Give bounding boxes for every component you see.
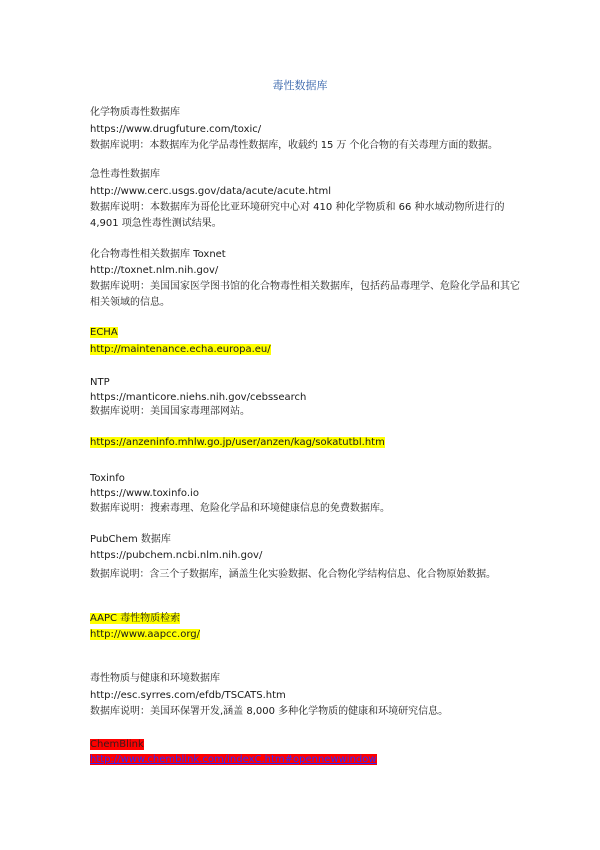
- entry-name: NTP: [90, 377, 110, 388]
- page-title: 毒性数据库: [272, 79, 328, 92]
- entry-url[interactable]: http://www.cerc.usgs.gov/data/acute/acute.html: [90, 186, 331, 197]
- entry-name: 化学物质毒性数据库: [90, 107, 180, 118]
- highlight-yellow[interactable]: https://anzeninfo.mhlw.go.jp/user/anzen/kag/sokatutbl.htm: [90, 437, 385, 448]
- entry-url[interactable]: http://toxnet.nlm.nih.gov/: [90, 265, 219, 276]
- entry-url-highlighted[interactable]: [90, 753, 377, 767]
- entry-url-highlighted[interactable]: [90, 343, 271, 357]
- entry-description: 数据库说明：美国国家毒理部网站。: [90, 406, 250, 417]
- entry-name-highlighted: [90, 738, 144, 752]
- highlight-yellow[interactable]: http://maintenance.echa.europa.eu/: [90, 344, 271, 355]
- entry-name-highlighted: [90, 612, 180, 626]
- entry-url[interactable]: https://manticore.niehs.nih.gov/cebssearch: [90, 392, 307, 403]
- entry-name: 毒性物质与健康和环境数据库: [90, 673, 220, 684]
- entry-url-highlighted[interactable]: [90, 436, 385, 450]
- highlight-yellow[interactable]: http://www.aapcc.org/: [90, 629, 200, 640]
- entry-url[interactable]: https://www.drugfuture.com/toxic/: [90, 124, 262, 135]
- entry-description: 数据库说明：本数据库为哥伦比亚环境研究中心对 410 种化学物质和 66 种水域动物所进行的 4,901 项急性毒性测试结果。: [90, 202, 505, 229]
- highlight-red-link[interactable]: http://www.chemblink.com/indexC.htm#opennewwindow: [90, 754, 377, 765]
- entry-url[interactable]: https://www.toxinfo.io: [90, 488, 199, 499]
- highlight-yellow: AAPC 毒性物质检索: [90, 613, 181, 624]
- highlight-red: ChemBlink: [90, 739, 144, 750]
- entry-name: Toxinfo: [90, 473, 125, 484]
- entry-name-highlighted: [90, 326, 118, 340]
- entry-url-highlighted[interactable]: [90, 628, 200, 642]
- entry-description: 数据库说明：美国国家医学图书馆的化合物毒性相关数据库，包括药品毒理学、危险化学品和其它相关领域的信息。: [90, 281, 520, 308]
- entry-description: 数据库说明：美国环保署开发,涵盖 8,000 多种化学物质的健康和环境研究信息。: [90, 706, 449, 717]
- entry-description: 数据库说明：本数据库为化学品毒性数据库，收载约 15 万 个化合物的有关毒理方面的数据。: [90, 140, 498, 151]
- highlight-yellow: ECHA: [90, 327, 118, 338]
- entry-description: 数据库说明：含三个子数据库，涵盖生化实验数据、化合物化学结构信息、化合物原始数据。: [90, 569, 496, 580]
- entry-url[interactable]: https://pubchem.ncbi.nlm.nih.gov/: [90, 550, 263, 561]
- entry-description: 数据库说明：搜索毒理、危险化学品和环境健康信息的免费数据库。: [90, 503, 390, 514]
- entry-url[interactable]: http://esc.syrres.com/efdb/TSCATS.htm: [90, 690, 286, 701]
- entry-name: PubChem 数据库: [90, 534, 171, 545]
- entry-name: 化合物毒性相关数据库 Toxnet: [90, 249, 226, 260]
- entry-name: 急性毒性数据库: [90, 169, 160, 180]
